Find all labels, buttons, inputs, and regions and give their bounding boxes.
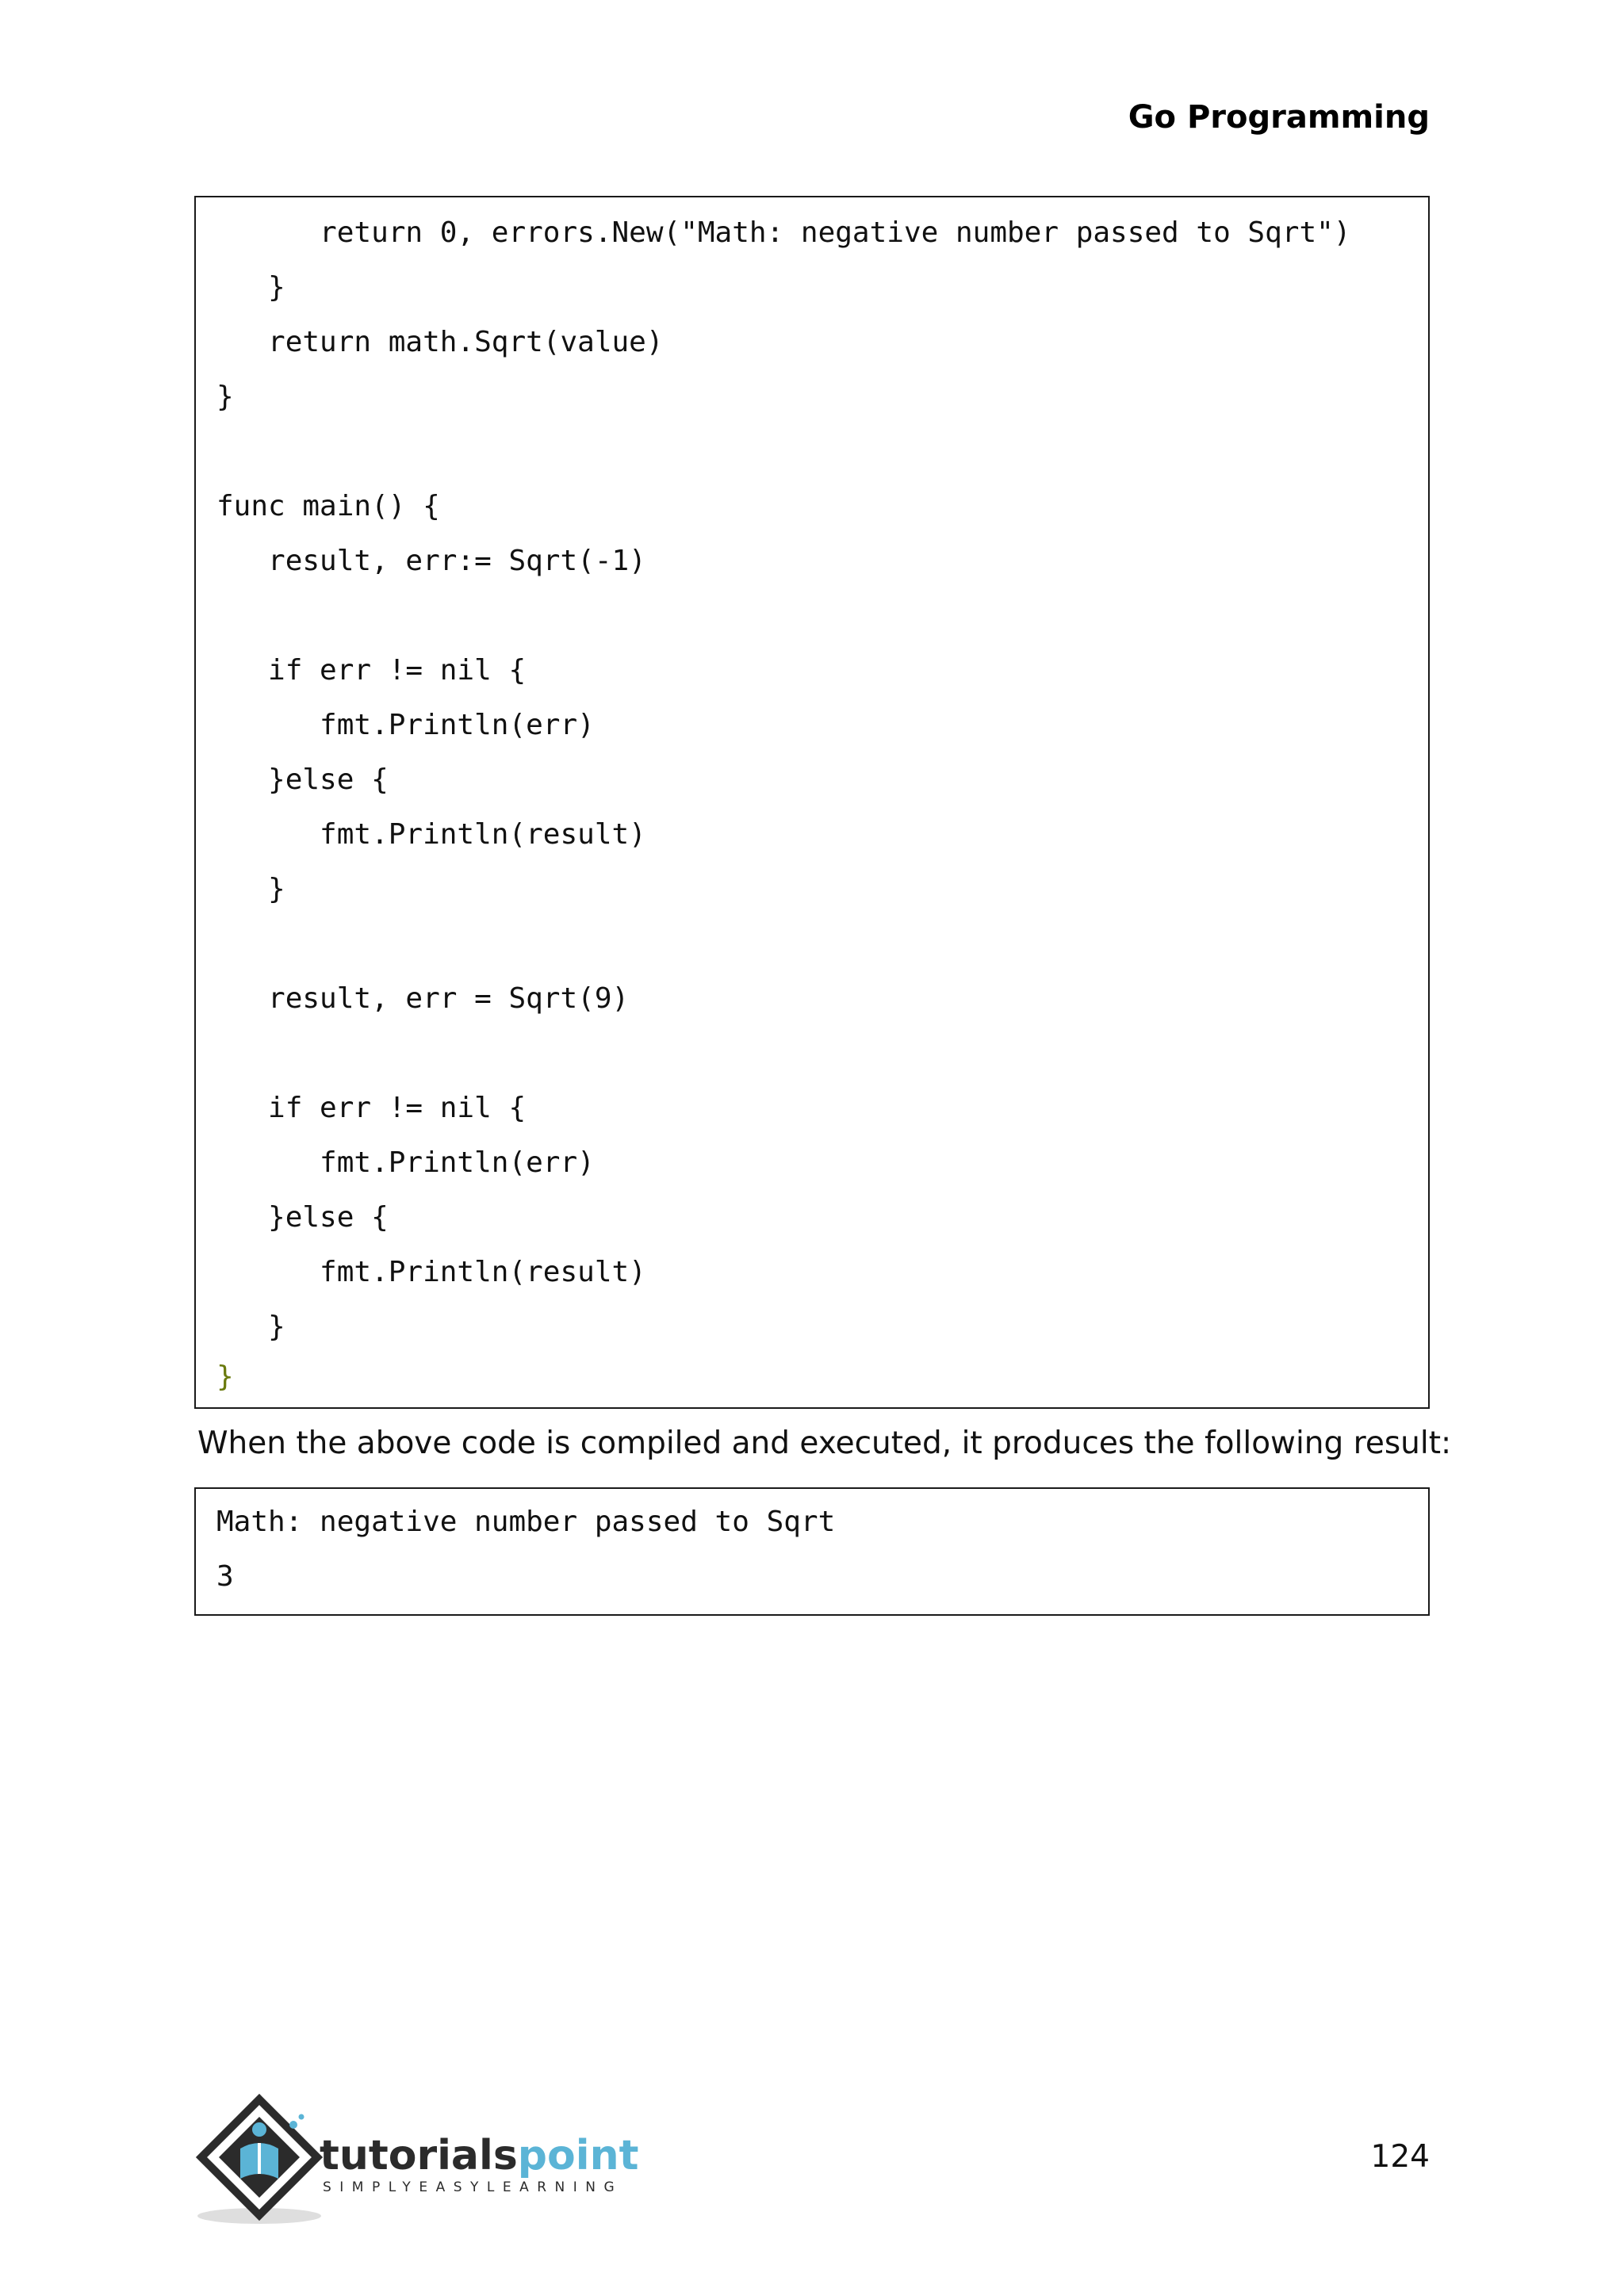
code-line: return 0, errors.New("Math: negative number passed to Sqrt") xyxy=(216,216,1351,249)
code-line: fmt.Println(err) xyxy=(216,1146,595,1179)
code-line: func main() { xyxy=(216,490,440,522)
logo-tagline-text: SIMPLYEASYLEARNING xyxy=(323,2179,623,2195)
output-line: 3 xyxy=(216,1560,234,1593)
code-line: }else { xyxy=(216,1201,389,1234)
code-line: } xyxy=(216,271,285,304)
code-line: result, err:= Sqrt(-1) xyxy=(216,545,646,577)
code-line: fmt.Println(err) xyxy=(216,709,595,741)
output-line: Math: negative number passed to Sqrt xyxy=(216,1506,836,1538)
code-line: fmt.Println(result) xyxy=(216,1256,646,1288)
code-line: if err != nil { xyxy=(216,1092,527,1124)
code-line: } xyxy=(216,381,234,413)
code-line: if err != nil { xyxy=(216,654,527,687)
code-line: fmt.Println(result) xyxy=(216,818,646,851)
running-header-title: Go Programming xyxy=(1128,99,1430,136)
code-line: } xyxy=(216,873,285,905)
result-intro-text: When the above code is compiled and executed, it produces the following result: xyxy=(197,1425,1452,1461)
code-line: return math.Sqrt(value) xyxy=(216,326,664,358)
page-number: 124 xyxy=(1370,2139,1430,2175)
code-line: } xyxy=(216,1311,285,1343)
logo-name-text: tutorialspoint xyxy=(320,2132,638,2179)
output-block xyxy=(194,1487,1430,1616)
code-line: }else { xyxy=(216,763,389,796)
code-line: result, err = Sqrt(9) xyxy=(216,982,630,1015)
code-block xyxy=(194,196,1430,1409)
code-line-closing-brace: } xyxy=(216,1360,234,1393)
tutorialspoint-logo xyxy=(194,2093,638,2228)
